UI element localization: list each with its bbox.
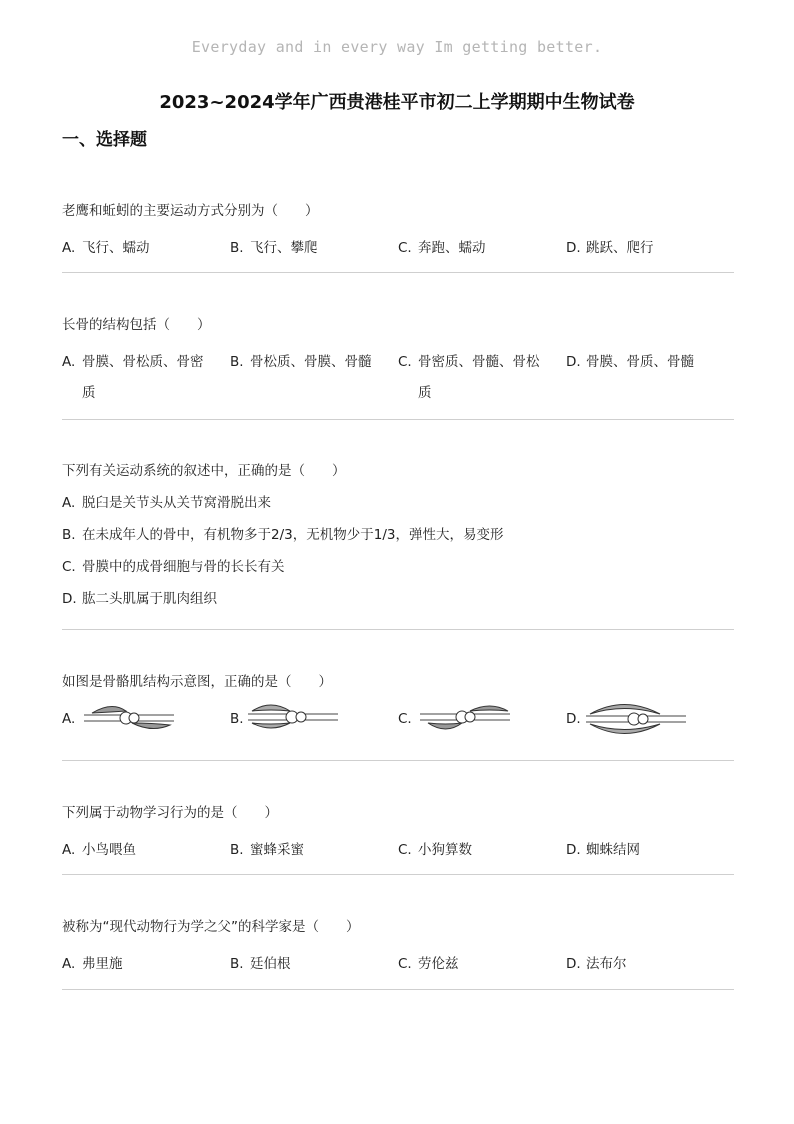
option-d[interactable] <box>566 949 731 980</box>
option-text: 跳跃、爬行 <box>586 240 654 256</box>
question-divider <box>62 419 734 420</box>
option-label: D. <box>566 240 581 256</box>
option-text: 劳伦兹 <box>418 956 459 972</box>
option-label: C. <box>398 842 412 858</box>
option-label: C. <box>398 240 412 256</box>
options-row <box>62 347 734 401</box>
question-stem: 下列有关运动系统的叙述中，正确的是（ ） <box>62 463 346 479</box>
option-text: 骨松质、骨膜、骨髓 <box>250 354 372 370</box>
muscle-diagram-d <box>584 699 689 739</box>
option-c[interactable] <box>398 949 563 980</box>
option-label: B. <box>230 956 244 972</box>
option-c[interactable] <box>62 557 734 577</box>
option-label: A. <box>62 354 76 370</box>
question-5 <box>62 803 734 857</box>
question-3 <box>62 461 734 609</box>
option-label: B. <box>230 842 244 858</box>
option-label: B. <box>62 527 76 543</box>
option-c[interactable] <box>398 347 563 409</box>
question-stem: 下列属于动物学习行为的是（ ） <box>62 805 278 821</box>
option-b[interactable] <box>230 233 395 264</box>
watermark: Everyday and in every way Im getting better. <box>191 38 603 56</box>
option-a[interactable] <box>62 949 227 980</box>
option-label: A. <box>62 711 76 727</box>
question-1 <box>62 201 734 255</box>
option-text: 法布尔 <box>586 956 627 972</box>
page-title: 2023~2024学年广西贵港桂平市初二上学期期中生物试卷 <box>159 92 635 113</box>
question-divider <box>62 629 734 630</box>
option-label: C. <box>62 559 76 575</box>
option-label: C. <box>398 956 412 972</box>
option-label: D. <box>566 842 581 858</box>
option-b[interactable] <box>230 704 395 735</box>
option-d[interactable] <box>62 589 734 609</box>
option-text: 肱二头肌属于肌肉组织 <box>82 591 217 607</box>
option-text: 飞行、攀爬 <box>250 240 318 256</box>
option-b[interactable] <box>230 835 395 866</box>
option-label: A. <box>62 956 76 972</box>
option-a[interactable] <box>62 493 734 513</box>
option-d[interactable] <box>566 347 731 378</box>
option-text: 骨膜、骨质、骨髓 <box>586 354 694 370</box>
option-text: 小狗算数 <box>418 842 472 858</box>
option-label: D. <box>62 591 77 607</box>
option-a[interactable] <box>62 704 227 735</box>
option-label: C. <box>398 354 412 370</box>
option-label: A. <box>62 842 76 858</box>
question-stem: 如图是骨骼肌结构示意图，正确的是（ ） <box>62 674 332 690</box>
option-label: D. <box>566 956 581 972</box>
option-text: 骨膜、骨松质、骨密质 <box>82 354 204 401</box>
muscle-diagram-c <box>418 699 513 735</box>
option-text: 在未成年人的骨中，有机物多于2/3，无机物少于1/3，弹性大，易变形 <box>82 527 504 543</box>
question-divider <box>62 760 734 761</box>
section-heading: 一、选择题 <box>62 130 147 150</box>
option-label: A. <box>62 240 76 256</box>
option-a[interactable] <box>62 233 227 264</box>
option-text: 飞行、蠕动 <box>82 240 150 256</box>
option-text: 奔跑、蠕动 <box>418 240 486 256</box>
option-c[interactable] <box>398 835 563 866</box>
option-c[interactable] <box>398 704 563 735</box>
option-b[interactable] <box>62 525 734 545</box>
option-text: 小鸟喂鱼 <box>82 842 136 858</box>
options-row <box>62 835 734 857</box>
option-label: B. <box>230 711 244 727</box>
question-divider <box>62 989 734 990</box>
muscle-diagram-b <box>246 699 341 735</box>
option-text: 蜘蛛结网 <box>586 842 640 858</box>
option-text: 骨密质、骨髓、骨松质 <box>418 354 540 401</box>
option-text: 弗里施 <box>82 956 123 972</box>
question-2 <box>62 315 734 401</box>
options-row <box>62 949 734 971</box>
option-label: D. <box>566 711 581 727</box>
option-d[interactable] <box>566 233 731 264</box>
option-d[interactable] <box>566 835 731 866</box>
option-a[interactable] <box>62 347 227 409</box>
options-row <box>62 704 734 726</box>
option-c[interactable] <box>398 233 563 264</box>
options-row <box>62 233 734 255</box>
question-stem: 被称为“现代动物行为学之父”的科学家是（ ） <box>62 919 360 935</box>
muscle-diagram-a <box>82 699 177 735</box>
question-divider <box>62 272 734 273</box>
option-b[interactable] <box>230 949 395 980</box>
option-text: 脱臼是关节头从关节窝滑脱出来 <box>82 495 271 511</box>
option-a[interactable] <box>62 835 227 866</box>
question-stem: 长骨的结构包括（ ） <box>62 317 211 333</box>
option-label: A. <box>62 495 76 511</box>
option-label: B. <box>230 240 244 256</box>
option-label: B. <box>230 354 244 370</box>
option-d[interactable] <box>566 704 731 735</box>
option-label: C. <box>398 711 412 727</box>
question-6 <box>62 917 734 971</box>
question-4 <box>62 672 734 726</box>
option-label: D. <box>566 354 581 370</box>
option-text: 骨膜中的成骨细胞与骨的长长有关 <box>82 559 285 575</box>
option-text: 廷伯根 <box>250 956 291 972</box>
question-divider <box>62 874 734 875</box>
question-stem: 老鹰和蚯蚓的主要运动方式分别为（ ） <box>62 203 319 219</box>
option-b[interactable] <box>230 347 395 378</box>
option-text: 蜜蜂采蜜 <box>250 842 304 858</box>
